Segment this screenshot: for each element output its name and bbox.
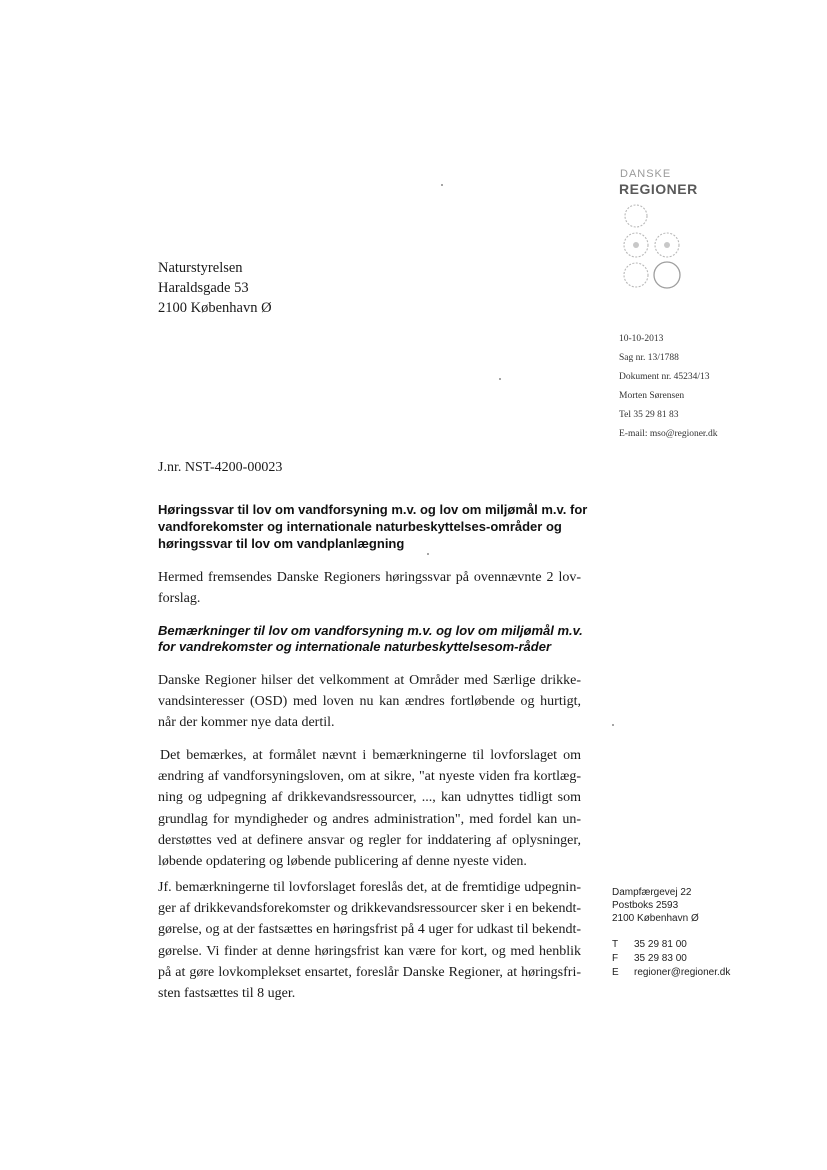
contact-person: Morten Sørensen [619,391,685,401]
contact-phone: Tel 35 29 81 83 [619,410,679,420]
logo-rings-icon [612,200,688,296]
paragraph-hearing-deadline: Jf. bemærkningerne til lovforslaget foreslås det, at de fremtidige udpegnin-ger af drikkevandsforekomster og drikkevandsressourcer sker i en bekendt-gørelse, og at der fastsættes en høringsfrist på 4 uger for udkast til bekendt-gørelse. Vi finder at denne høringsfrist kan være for kort, og med henblik på at gøre lovkomplekset ensartet, foreslår Danske Regioner, at høringsfri-sten fastsættes til 8 uger. [158,880,581,1002]
footer-fax: 35 29 83 00 [634,953,687,964]
logo-brand-main: REGIONER [619,181,698,197]
recipient-city: 2100 København Ø [158,300,272,316]
scan-speck [612,724,614,726]
recipient-name: Naturstyrelsen [158,260,243,276]
footer-street: Dampfærgevej 22 [612,887,692,898]
journal-reference: J.nr. NST-4200-00023 [158,460,283,475]
footer-phone-row [612,939,687,950]
scan-speck [499,378,501,380]
footer-city: 2100 København Ø [612,913,699,924]
footer-email: regioner@regioner.dk [634,967,731,978]
letter-date: 10-10-2013 [619,334,664,344]
paragraph-osd: Danske Regioner hilser det velkomment at Områder med Særlige drikke-vandsinteresser (OSD) med loven nu kan ændres fortløbende og hurtigt, når der kommer nye data dertil. [158,673,581,731]
heading-remarks: Bemærkninger til lov om vandforsyning m.v. og lov om miljømål m.v. for vandrekomster og internationale naturbeskyttelsesom-råder [158,623,583,654]
paragraph-purpose: Det bemærkes, at formålet nævnt i bemærkningerne til lovforslaget om ændring af vandforsyningsloven, om at sikre, "at nyeste viden fra kortlæg-ning og udpegning af drikkevandsressourcer, ..., kan udnyttes tidligt som grundlag for myndigheder og andres administration", med fordel kan un-derstøttes ved at definere ansvar og regler for inddatering af oplysninger, løbende opdatering og løbende publicering af denne nyeste viden. [158,748,581,870]
document-number: Dokument nr. 45234/13 [619,372,710,382]
heading-hearing-response: Høringssvar til lov om vandforsyning m.v. og lov om miljømål m.v. for vandforekomster og internationale naturbeskyttelses-områder og høringssvar til lov om vandplanlægning [158,502,588,551]
footer-pobox: Postboks 2593 [612,900,679,911]
footer-phone-label: T [612,939,619,950]
footer-phone: 35 29 81 00 [634,939,687,950]
recipient-street: Haraldsgade 53 [158,280,249,296]
intro-paragraph: Hermed fremsendes Danske Regioners høringssvar på ovennævnte 2 lov-forslag. [158,570,581,607]
logo-brand-top: DANSKE [620,168,672,180]
contact-email: E-mail: mso@regioner.dk [619,429,718,439]
scan-speck [441,184,443,186]
footer-email-label: E [612,967,619,978]
scan-speck [427,553,429,555]
footer-fax-row [612,953,687,964]
footer-email-row [612,967,730,978]
footer-fax-label: F [612,953,619,964]
case-number: Sag nr. 13/1788 [619,353,679,363]
